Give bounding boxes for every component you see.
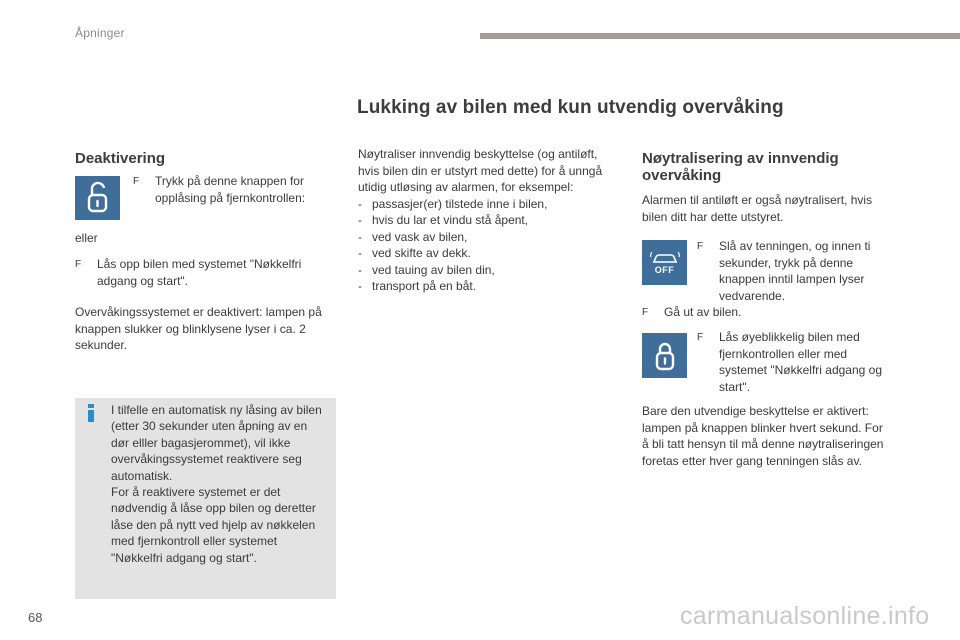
step-ignition-off (697, 238, 887, 304)
list-item: - ved vask av bilen, (358, 229, 468, 244)
page-number: 68 (28, 610, 43, 625)
bullet-text: Lås øyeblikkelig bilen med fjernkontrollen eller med systemet "Nøkkelfri adgang og start". (719, 330, 882, 394)
info-text (111, 402, 327, 566)
header-bar (480, 33, 960, 39)
info-text-line1: I tilfelle en automatisk ny låsing av bilen (etter 30 sekunder uten åpning av en dør elller bagasjerommet), vil ikke overvåkingssystemet reaktivere seg automatisk. (111, 403, 322, 483)
list-item: - ved skifte av dekk. (358, 246, 471, 260)
deactivation-heading: Deaktivering (75, 150, 166, 167)
neutralization-heading: Nøytralisering av innvendig overvåking (642, 150, 839, 184)
neutralization-intro: Alarmen til antiløft er også nøytralisert, hvis bilen ditt har dette utstyret. (642, 193, 873, 224)
list-item: - ved tauing av bilen din, (358, 262, 495, 277)
bullet-marker: F (75, 259, 82, 270)
bullet-text: Slå av tenningen, og innen ti sekunder, trykk på denne knappen inntil lampen lyser vedvarende. (719, 239, 871, 303)
page-title: Lukking av bilen med kun utvendig overvåking (357, 97, 784, 118)
lock-button-icon (642, 333, 687, 378)
bullet-marker: F (697, 332, 704, 343)
step-exit-car (642, 304, 892, 322)
bullet-text: Gå ut av bilen. (664, 305, 742, 319)
bullet-text: Trykk på denne knappen for opplåsing på fjernkontrollen: (155, 174, 306, 205)
examples-list (358, 196, 613, 295)
neutralize-intro (358, 146, 613, 295)
or-text: eller (75, 231, 98, 245)
bullet-marker: F (642, 307, 649, 318)
list-item: - hvis du lar et vindu stå åpent, (358, 213, 529, 227)
off-label: OFF (654, 264, 675, 275)
bullet-marker: F (133, 176, 140, 187)
off-button-icon (642, 240, 687, 285)
info-text-line2: For å reaktivere systemet er det nødvendig å låse opp bilen og deretter låse den på nytt ved hjelp av nøkkelen med fjernkontroll eller systemet "Nøkkelfri adgang og start". (111, 485, 316, 565)
watermark: carmanualsonline.info (680, 602, 930, 630)
list-item: - transport på en båt. (358, 279, 477, 293)
bullet-unlock-remote (133, 173, 323, 206)
bullet-text: Lås opp bilen med systemet "Nøkkelfri adgang og start". (97, 257, 302, 288)
section-header: Åpninger (75, 26, 125, 40)
closed-padlock-icon (650, 339, 680, 373)
neutralize-intro-text: Nøytraliser innvendig beskyttelse (og antiløft, hvis bilen din er utstyrt med dette) for å unngå utidig utløsing av alarmen, for eksempel: (358, 147, 603, 194)
open-padlock-icon (83, 181, 113, 215)
neutralization-paragraph: Bare den utvendige beskyttelse er aktivert: lampen på knappen blinker hvert sekund. For å bli tatt hensyn til må denne nøytraliseringen foretas etter hver gang tenningen slås av. (642, 404, 884, 468)
bullet-keyless-unlock (75, 256, 325, 289)
unlock-button-icon (75, 176, 120, 220)
deactivation-paragraph: Overvåkingssystemet er deaktivert: lampen på knappen slukker og blinklysene lyser i ca. 2 sekunder. (75, 305, 322, 352)
bullet-marker: F (697, 241, 704, 252)
info-icon (87, 404, 95, 422)
list-item: - passasjer(er) tilstede inne i bilen, (358, 196, 548, 211)
car-alarm-icon (650, 251, 680, 265)
step-lock-car (697, 329, 892, 395)
